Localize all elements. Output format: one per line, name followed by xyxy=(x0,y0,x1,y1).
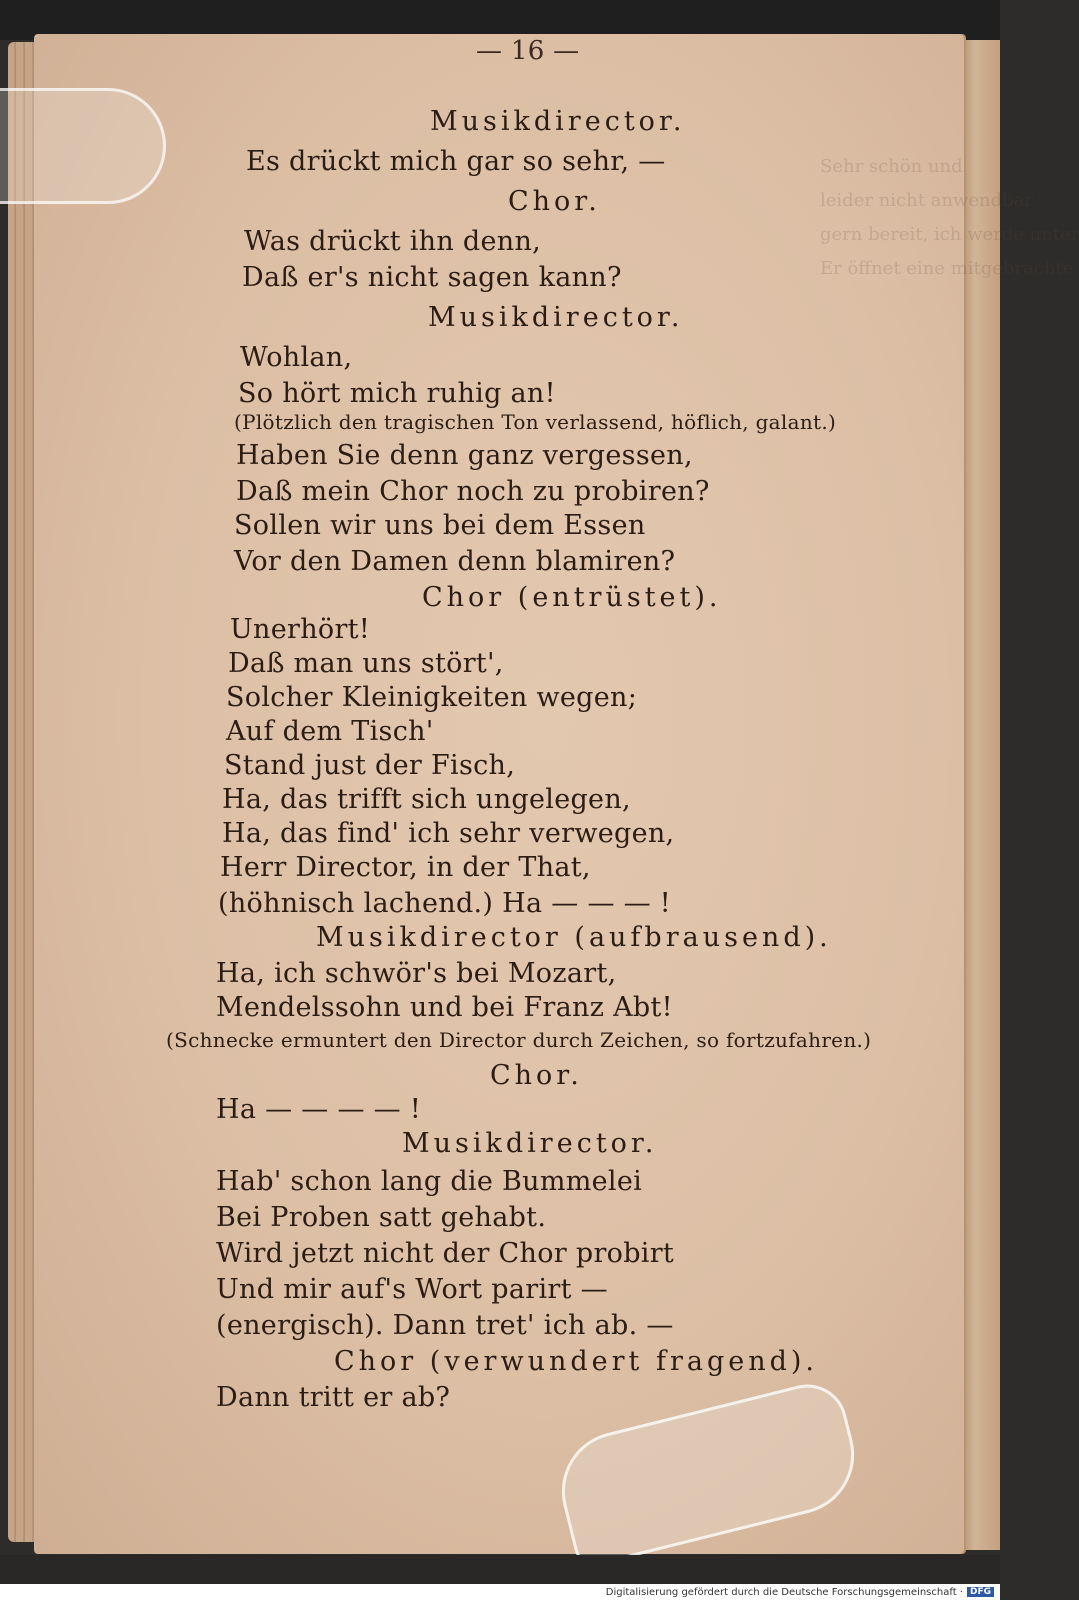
verse-line: (energisch). Dann tret' ich ab. — xyxy=(216,1310,674,1341)
verse-line: Auf dem Tisch' xyxy=(226,716,434,747)
speaker-heading: Chor. xyxy=(508,186,601,217)
verse-line: Unerhört! xyxy=(230,614,370,645)
speaker-heading: Chor (entrüstet). xyxy=(422,582,722,613)
verse-line: Und mir auf's Wort parirt — xyxy=(216,1274,608,1305)
verse-line: Ha, das trifft sich ungelegen, xyxy=(222,784,631,815)
verse-line: Hab' schon lang die Bummelei xyxy=(216,1166,643,1197)
speaker-heading: Musikdirector (aufbrausend). xyxy=(316,922,832,953)
verse-line: Mendelssohn und bei Franz Abt! xyxy=(216,992,673,1023)
dfg-logo: DFG xyxy=(967,1587,994,1597)
speaker-heading: Musikdirector. xyxy=(402,1128,658,1159)
digitization-credit xyxy=(0,1584,1000,1600)
verse-line: Bei Proben satt gehabt. xyxy=(216,1202,547,1233)
page-clip-top xyxy=(0,88,166,204)
verse-line: Sollen wir uns bei dem Essen xyxy=(234,510,646,541)
stage-direction: (Schnecke ermuntert den Director durch Zeichen, so fortzufahren.) xyxy=(166,1028,872,1052)
stage-direction: (Plötzlich den tragischen Ton verlassend, höflich, galant.) xyxy=(234,410,837,434)
verse-line: Wohlan, xyxy=(240,342,353,373)
verse-line: Ha, das find' ich sehr verwegen, xyxy=(222,818,675,849)
scan-background-bottom xyxy=(0,1555,1000,1584)
speaker-heading: Musikdirector. xyxy=(430,106,686,137)
verse-line: Daß man uns stört', xyxy=(228,648,504,679)
speaker-heading: Chor (verwundert fragend). xyxy=(334,1346,819,1377)
verse-line: (höhnisch lachend.) Ha — — — ! xyxy=(218,888,671,919)
verse-line: Was drückt ihn denn, xyxy=(244,226,542,257)
verse-line: Ha, ich schwör's bei Mozart, xyxy=(216,958,617,989)
page-number: — 16 — xyxy=(476,36,580,66)
speaker-heading: Chor. xyxy=(490,1060,583,1091)
verse-line: Herr Director, in der That, xyxy=(220,852,591,883)
credit-text: Digitalisierung gefördert durch die Deutsche Forschungsgemeinschaft · xyxy=(605,1586,963,1598)
verse-line: Daß er's nicht sagen kann? xyxy=(242,262,622,293)
verse-line: So hört mich ruhig an! xyxy=(238,378,556,409)
verse-line: Stand just der Fisch, xyxy=(224,750,516,781)
speaker-heading: Musikdirector. xyxy=(428,302,684,333)
verse-line: Ha — — — — ! xyxy=(216,1094,422,1125)
verse-line: Solcher Kleinigkeiten wegen; xyxy=(226,682,638,713)
bleed-through-text: unter mitgebrachte xyxy=(950,224,1079,279)
verse-line: Dann tritt er ab? xyxy=(216,1382,451,1413)
verse-line: Haben Sie denn ganz vergessen, xyxy=(236,440,693,471)
verse-line: Wird jetzt nicht der Chor probirt xyxy=(216,1238,675,1269)
verse-line: Daß mein Chor noch zu probiren? xyxy=(236,476,710,507)
verse-line: Es drückt mich gar so sehr, — xyxy=(246,146,666,177)
verse-line: Vor den Damen denn blamiren? xyxy=(234,546,676,577)
